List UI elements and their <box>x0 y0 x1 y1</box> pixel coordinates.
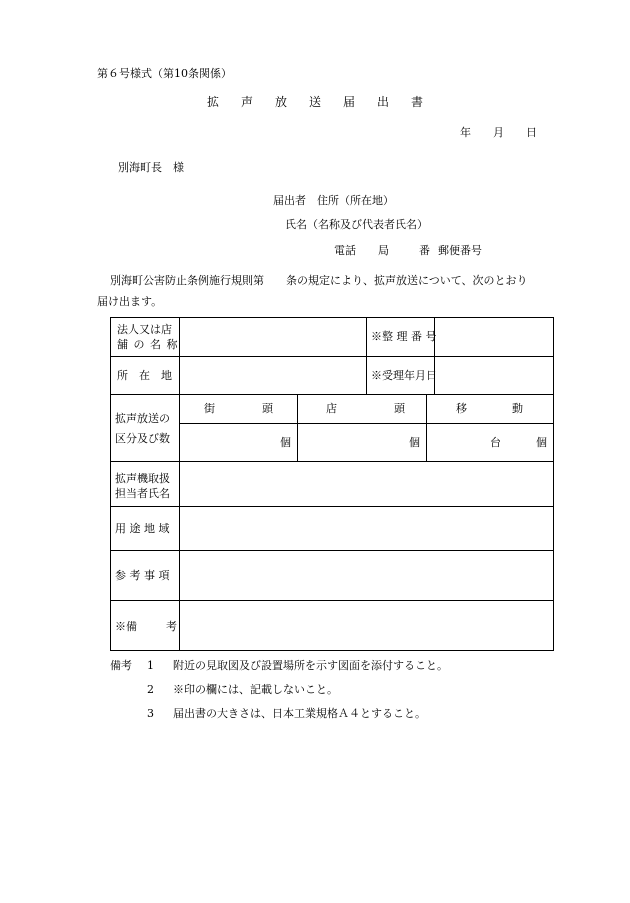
col-store-char: 店 <box>326 402 337 415</box>
zone-label: 用 途 地 域 <box>115 522 170 535</box>
shop-name-field[interactable] <box>180 318 366 356</box>
title-char: 声 <box>240 95 253 109</box>
title-char: 出 <box>377 95 390 109</box>
title-char: 書 <box>411 95 424 109</box>
address-label-char: 所 <box>117 369 128 382</box>
table-rule <box>110 394 553 395</box>
title-char: 送 <box>308 95 321 109</box>
title-char: 拡 <box>206 95 219 109</box>
title-char: 届 <box>343 95 356 109</box>
count-store-field[interactable] <box>298 424 426 461</box>
form-grid <box>110 317 553 650</box>
unit-street: 個 <box>280 436 291 449</box>
unit-mobile-vehicle: 台 <box>490 436 501 449</box>
postal-code-label: 郵便番号 <box>438 244 482 257</box>
remarks-field[interactable] <box>180 601 553 650</box>
count-street-field[interactable] <box>180 424 297 461</box>
address-label-char: 在 <box>139 369 150 382</box>
note-number: 1 <box>147 659 154 672</box>
received-date-field[interactable] <box>435 357 553 394</box>
form-number: 第６号様式（第10条関係） <box>97 67 232 80</box>
note-number: 3 <box>147 707 154 720</box>
unit-mobile-pieces: 個 <box>536 436 547 449</box>
body-text-line2: 届け出ます。 <box>97 295 163 308</box>
address-field[interactable] <box>180 357 366 394</box>
addressee: 別海町長 様 <box>118 161 184 174</box>
reference-label: 参 考 事 項 <box>115 569 170 582</box>
note-number: 2 <box>147 683 154 696</box>
operator-label-line: 担当者氏名 <box>115 487 170 500</box>
unit-store: 個 <box>409 436 420 449</box>
shop-name-label-line: 舗 の 名 称 <box>117 338 179 351</box>
shop-name-label-line: 法人又は店 <box>117 323 172 336</box>
note-text: 附近の見取図及び設置場所を示す図面を添付すること。 <box>173 659 448 672</box>
date-day: 日 <box>526 126 537 139</box>
date-line <box>460 127 537 138</box>
phone-station: 局 <box>378 244 389 257</box>
operator-label-line: 拡声機取扱 <box>115 472 170 485</box>
reg-number-label: ※整 理 番 号 <box>371 330 437 343</box>
applicant-name-label: 氏名（名称及び代表者氏名） <box>285 218 428 231</box>
date-year: 年 <box>460 126 471 139</box>
note-item <box>147 684 338 695</box>
applicant-phone-row <box>334 245 482 256</box>
table-rule <box>110 650 554 651</box>
phone-label: 電話 <box>334 244 356 257</box>
title-char: 放 <box>274 95 287 109</box>
table-rule <box>366 317 367 394</box>
category-label-line: 拡声放送の <box>115 412 170 425</box>
note-item <box>147 660 448 671</box>
col-mobile-char: 動 <box>512 402 523 415</box>
operator-field[interactable] <box>180 462 553 506</box>
applicant-address-label: 届出者 住所（所在地） <box>273 194 394 207</box>
table-rule <box>553 317 554 651</box>
count-mobile-field[interactable] <box>427 424 553 461</box>
zone-field[interactable] <box>180 507 553 550</box>
remarks-label-char: ※備 <box>115 620 137 633</box>
col-street-char: 街 <box>204 402 215 415</box>
note-text: 届出書の大きさは、日本工業規格Ａ４とすること。 <box>173 707 426 720</box>
date-month: 月 <box>493 126 504 139</box>
body-text-line1: 別海町公害防止条例施行規則第 条の規定により、拡声放送について、次のとおり <box>110 274 528 287</box>
note-text: ※印の欄には、記載しないこと。 <box>173 683 338 696</box>
category-label-line: 区分及び数 <box>115 432 170 445</box>
remarks-label-char: 考 <box>166 620 177 633</box>
received-date-label: ※受理年月日 <box>371 369 437 382</box>
col-mobile-char: 移 <box>456 402 467 415</box>
address-label-char: 地 <box>161 369 172 382</box>
reg-number-field[interactable] <box>435 318 553 356</box>
col-street-char: 頭 <box>262 402 273 415</box>
note-item <box>147 708 426 719</box>
reference-field[interactable] <box>180 551 553 600</box>
phone-number: 番 <box>419 244 430 257</box>
col-store-char: 頭 <box>394 402 405 415</box>
notes-heading: 備考 <box>110 659 132 672</box>
document-title <box>0 96 630 108</box>
